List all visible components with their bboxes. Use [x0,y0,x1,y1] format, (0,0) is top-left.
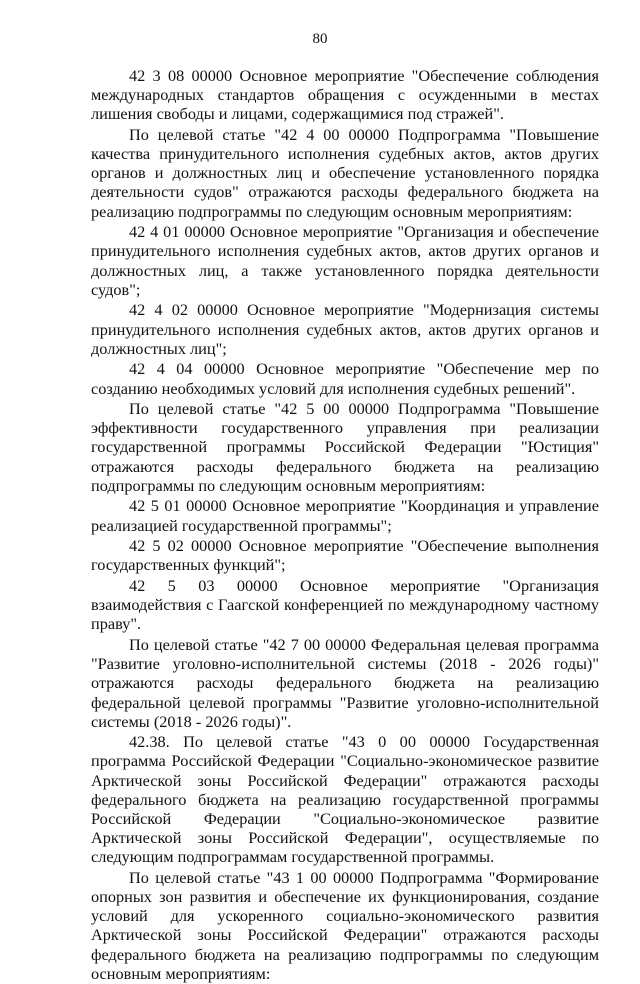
paragraph: 42.38. По целевой статье "43 0 00 00000 Государственная программа Российской Федерации "Социально-экономическое развитие Арктической зоны Российской Федерации" отражаются расходы федерального бюджета на реализацию государственной программы Российской Федерации "Социально-экономическое развитие Арктической зоны Российской Федерации", осуществляемые по следующим подпрограммам государственной программы. [91,732,599,867]
paragraph: 42 4 02 00000 Основное мероприятие "Модернизация системы принудительного исполнения судебных актов, актов других органов и должностных лиц"; [91,300,599,358]
paragraph: 42 4 04 00000 Основное мероприятие "Обеспечение мер по созданию необходимых условий для исполнения судебных решений". [91,359,599,398]
paragraph: По целевой статье "43 1 00 00000 Подпрограмма "Формирование опорных зон развития и обеспечение их функционирования, создание условий для ускоренного социально-экономического развития Арктической зоны Российской Федерации" отражаются расходы федерального бюджета на реализацию подпрограммы по следующим основным мероприятиям: [91,867,599,983]
paragraph: 42 4 01 00000 Основное мероприятие "Организация и обеспечение принудительного исполнения судебных актов, актов других органов и должностных лиц, а также установленного порядка деятельности судов"; [91,222,599,299]
paragraph: По целевой статье "42 4 00 00000 Подпрограмма "Повышение качества принудительного исполнения судебных актов, актов других органов и должностных лиц и обеспечение установленного порядка деятельности судов" отражаются расходы федерального бюджета на реализацию подпрограммы по следующим основным мероприятиям: [91,124,599,221]
paragraph: По целевой статье "42 7 00 00000 Федеральная целевая программа "Развитие уголовно-исполнительной системы (2018 - 2026 годы)" отражаются расходы федерального бюджета на реализацию федеральной целевой программы "Развитие уголовно-исполнительной системы (2018 - 2026 годы)". [91,635,599,731]
document-body [91,66,599,984]
page-number: 80 [312,31,328,47]
paragraph: 42 5 01 00000 Основное мероприятие "Координация и управление реализацией государственной программы"; [91,496,599,535]
paragraph: 42 5 02 00000 Основное мероприятие "Обеспечение выполнения государственных функций"; [91,536,599,575]
paragraph: 42 5 03 00000 Основное мероприятие "Организация взаимодействия с Гаагской конференцией по международному частному праву". [91,576,599,634]
paragraph: 42 3 08 00000 Основное мероприятие "Обеспечение соблюдения международных стандартов обращения с осужденными в местах лишения свободы и лицами, содержащимися под стражей". [91,66,599,124]
paragraph: По целевой статье "42 5 00 00000 Подпрограмма "Повышение эффективности государственного управления при реализации государственной программы Российской Федерации "Юстиция" отражаются расходы федерального бюджета на реализацию подпрограммы по следующим основным мероприятиям: [91,399,599,495]
